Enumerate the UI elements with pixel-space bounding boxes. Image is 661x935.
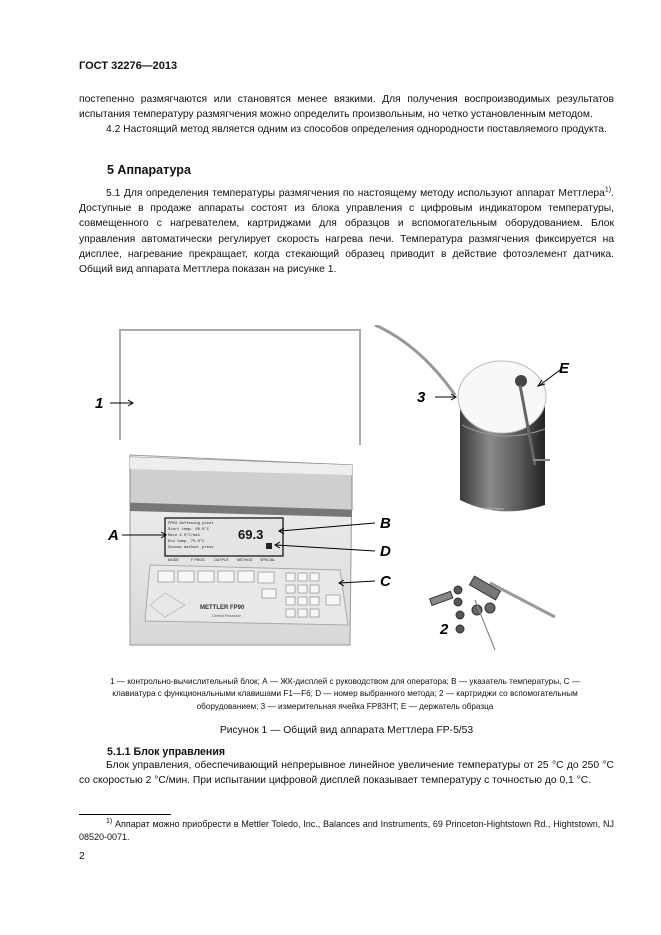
footnote-ref: 1) [604,186,612,194]
paragraph-4-2: 4.2 Настоящий метод является одним из способов определения однородности поставляемого продукта. [106,124,607,135]
display-row: Choose method: press [168,546,214,550]
method-number-box [266,543,272,549]
figure-caption: 1 — контрольно-вычислительный блок; А — ЖК-дисплей с руководством для оператора; В — указатель температуры, С — клавиатура с функциональными клавишами F1—F6; D — номер выбранного метода; 2 — картриджи со вспомогательным оборудованием; 3 — измерительная ячейка FP83HT; Е — держатель образца [109,677,581,711]
cable [375,325,455,395]
figure-title: Рисунок 1 — Общий вид аппарата Меттлера FP-5/53 [219,725,474,736]
label-D: D [380,543,391,560]
display-row: Rate 2.0°C/min [168,534,200,538]
measuring-cell [458,361,550,511]
footnote-text: Аппарат можно приобрести в Mettler Toledo, Inc., Balances and Instruments, 69 Princeton-Hightstown Rd., Hightstown, NJ 08520-0071. [79,819,614,842]
softkey-label: METHOD [237,558,253,562]
document-header: ГОСТ 32276—2013 [79,60,178,72]
cartridges [430,576,555,650]
softkey-label: OUTPUT [214,558,229,562]
footnote-mark: 1) [106,818,113,825]
softkey-label: SPECIAL [260,558,276,562]
softkey-label: F PROG [191,558,205,562]
label-3: 3 [417,389,426,406]
cell-label: Mettler Toledo [482,507,504,511]
footnote [79,818,614,844]
temperature-indicator: 69.3 [238,527,264,542]
paragraph-5-1-text-b: . Доступные в продаже аппараты состоят из блока управления с цифровым индикатором температуры, совмещенного с нагревателем, картриджами для образцов и вспомогательным оборудованием. Блок управления автоматически регулирует скорость нагрева печи. Температура размягчения фиксируется на дисплее, нагревание прекращает, когда стекающий образец приводит в действие фотоэлемент датчика. Общий вид аппарата Меттлера показан на рисунке 1. [79,188,614,276]
paragraph-5-1-1: Блок управления, обеспечивающий непрерывное линейное увеличение температуры от 25 °С до 250 °С со скоростью 2 °С/мин. При испытании цифровой дисплей показывает температуру с точностью до 0,1 °С. [79,760,614,787]
paragraph-5-1 [79,186,614,277]
label-E: E [559,360,570,377]
display-row: FP83 Softening point [168,522,214,526]
display-row: End temp. 75.0°C [168,540,205,544]
brand-label: METTLER FP90 [200,605,245,611]
label-B: B [380,515,391,532]
label-2: 2 [440,621,449,638]
display-row: Start temp. 50.0°C [168,528,210,532]
label-A: A [108,527,119,544]
section-heading-5-1-1: 5.1.1 Блок управления [107,746,226,758]
label-C: C [380,573,391,590]
brand-sublabel: Central Processor [212,614,241,618]
control-unit [120,330,360,645]
softkey-label: MODE [168,558,179,562]
paragraph-5-1-text-a: 5.1 Для определения температуры размягчения по настоящему методу используют аппарат Меттлера [106,188,605,199]
apparatus-figure [90,325,590,655]
paragraph-continuation: постепенно размягчаются или становятся менее вязкими. Для получения воспроизводимых результатов испытания температуру размягчения можно определить произвольным, но четко установленным методом. [79,94,614,121]
label-1: 1 [95,395,104,412]
section-heading-5: 5 Аппаратура [107,163,191,177]
footnote-separator [79,814,171,815]
page-number: 2 [79,850,85,862]
